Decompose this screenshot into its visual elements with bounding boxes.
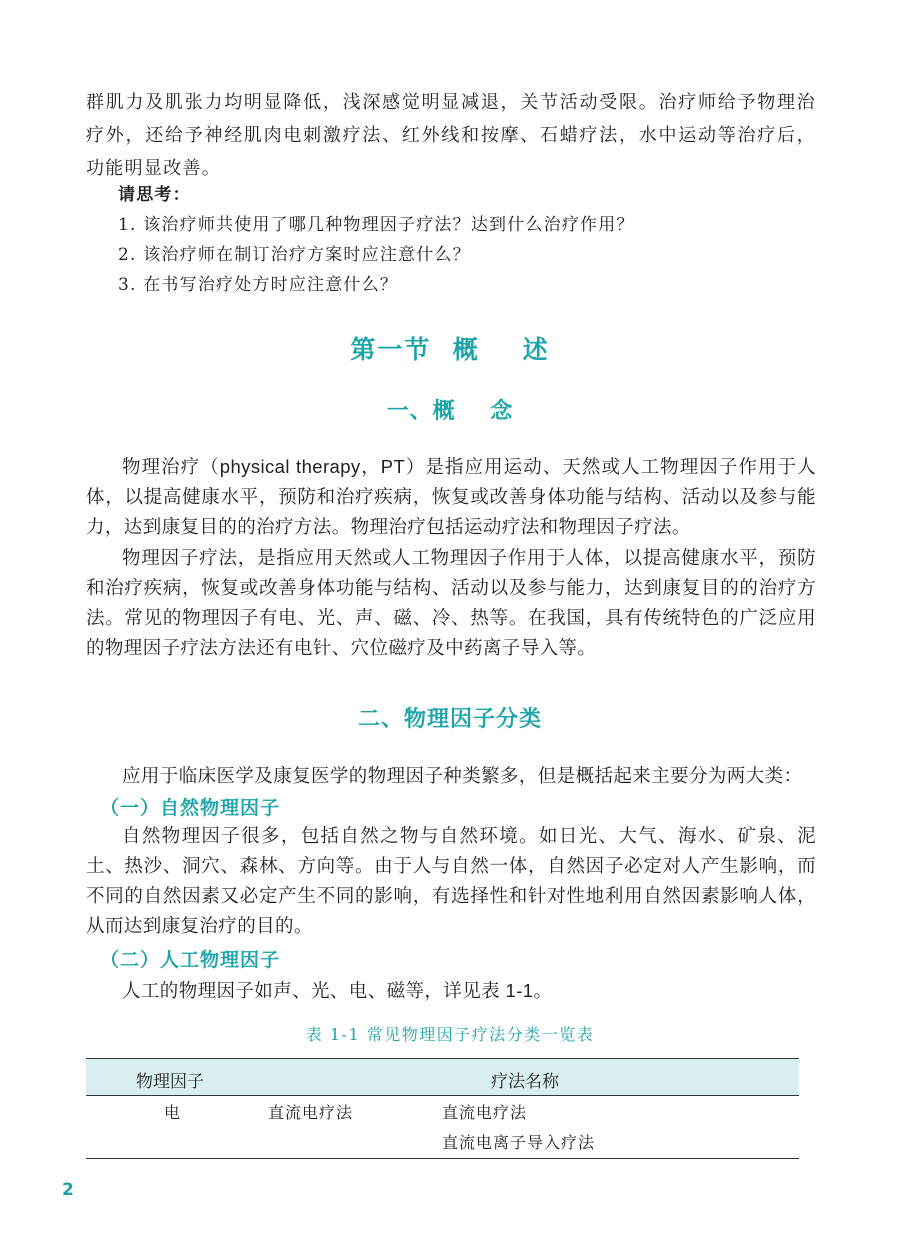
- section-title: 第一节 概 述: [350, 335, 550, 364]
- pt-definition-paragraph: 物理治疗（physical therapy，PT）是指应用运动、天然或人工物理因子作用于人体，以提高健康水平，预防和治疗疾病，恢复或改善身体功能与结构、活动以及参与能力，达到康复目的的治疗方法。物理治疗包括运动疗法和物理因子疗法。: [86, 456, 816, 537]
- case-paragraph: 群肌力及肌张力均明显降低，浅深感觉明显减退，关节活动受限。治疗师给予物理治疗外，还给予神经肌肉电刺激疗法、红外线和按摩、石蜡疗法，水中运动等治疗后，功能明显改善。: [86, 92, 816, 179]
- page-number: 2: [62, 1180, 74, 1200]
- table-header-therapy: 疗法名称: [491, 1072, 559, 1092]
- table-row: [86, 1096, 799, 1159]
- question-3: 3. 在书写治疗处方时应注意什么？: [118, 275, 399, 295]
- table-header-factor: 物理因子: [136, 1072, 204, 1092]
- table-caption: 表 1-1 常见物理因子疗法分类一览表: [305, 1025, 595, 1044]
- table-header-row: [86, 1058, 799, 1096]
- artificial-factor-heading: （二）人工物理因子: [100, 949, 281, 971]
- table-cell-factor: 电: [164, 1103, 182, 1122]
- question-1: 1. 该治疗师共使用了哪几种物理因子疗法？达到什么治疗作用？: [118, 215, 635, 235]
- table-cell-therapy: 直流电离子导入疗法: [442, 1133, 596, 1152]
- classification-intro: 应用于临床医学及康复医学的物理因子种类繁多，但是概括起来主要分为两大类：: [122, 765, 803, 786]
- question-2: 2. 该治疗师在制订治疗方案时应注意什么？: [118, 245, 471, 265]
- subsection-concept-title: 一、概 念: [386, 399, 514, 424]
- table-cell-category: 直流电疗法: [268, 1103, 354, 1122]
- physical-factor-table: [86, 1058, 799, 1159]
- natural-factor-text: 自然物理因子很多，包括自然之物与自然环境。如日光、大气、海水、矿泉、泥土、热沙、洞穴、森林、方向等。由于人与自然一体，自然因子必定对人产生影响，而不同的自然因素又必定产生不同的影响，有选择性和针对性地利用自然因素影响人体，从而达到康复治疗的目的。: [86, 825, 816, 936]
- natural-factor-heading: （一）自然物理因子: [100, 797, 281, 819]
- table-cell-therapy: 直流电疗法: [442, 1103, 528, 1122]
- think-label: 请思考：: [118, 185, 191, 205]
- subsection-classification-title: 二、物理因子分类: [357, 707, 542, 732]
- artificial-factor-text: 人工的物理因子如声、光、电、磁等，详见表 1-1。: [122, 980, 553, 1001]
- physical-factor-paragraph: 物理因子疗法，是指应用天然或人工物理因子作用于人体，以提高健康水平，预防和治疗疾病，恢复或改善身体功能与结构、活动以及参与能力，达到康复目的的治疗方法。常见的物理因子有电、光、声、磁、冷、热等。在我国，具有传统特色的广泛应用的物理因子疗法方法还有电针、穴位磁疗及中药离子导入等。: [86, 547, 816, 658]
